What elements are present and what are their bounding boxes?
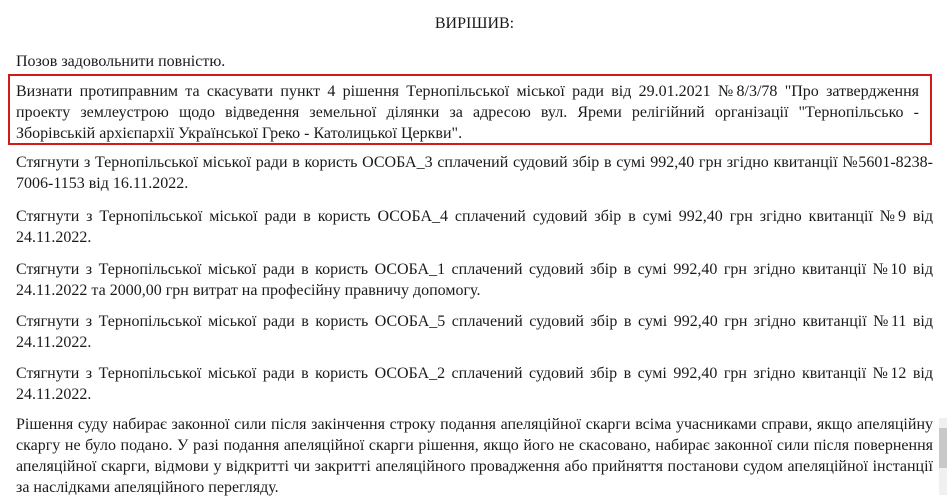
paragraph-court-fee-osoba-1: Стягнути з Тернопільської міської ради в користь ОСОБА_1 сплачений судовий збір в сумі 992,40 грн згідно квитанції №10 від 24.11.2022 та 2000,00 грн витрат на професійну правничу допомогу. bbox=[16, 261, 933, 299]
scrollbar-thumb[interactable] bbox=[939, 428, 947, 468]
paragraph-annul-decision: Визнати протиправним та скасувати пункт 4 рішення Тернопільської міської ради від 29.01.2021 №8/3/78 "Про затвердження проекту землеустрою щодо відведення земельної ділянки за адресою вул. Яреми релігійний організації "Тернопільсько - Зборівській архієпархії Української Греко - Католицької Церкви". bbox=[16, 83, 919, 142]
paragraph-claim-granted: Позов задовольнити повністю. bbox=[16, 53, 226, 70]
paragraph-entry-into-force: Рішення суду набирає законної сили після закінчення строку подання апеляційної скарги всіма учасниками справи, якщо апеляційну скаргу не було подано. У разі подання апеляційної скарги рішення, якщо його не скасовано, набирає законної сили після повернення апеляційної скарги, відмови у відкритті чи закритті апеляційного провадження або прийняття постанови судом апеляційної інстанції за наслідками апеляційного перегляду. bbox=[16, 416, 933, 496]
court-decision-document bbox=[16, 0, 933, 496]
decision-heading: ВИРІШИВ: bbox=[434, 15, 515, 32]
paragraph-court-fee-osoba-2: Стягнути з Тернопільської міської ради в користь ОСОБА_2 сплачений судовий збір в сумі 992,40 грн згідно квитанції №12 від 24.11.2022. bbox=[16, 365, 933, 403]
paragraph-court-fee-osoba-5: Стягнути з Тернопільської міської ради в користь ОСОБА_5 сплачений судовий збір в сумі 992,40 грн згідно квитанції №11 від 24.11.2022. bbox=[16, 313, 933, 351]
paragraph-court-fee-osoba-3: Стягнути з Тернопільської міської ради в користь ОСОБА_3 сплачений судовий збір в сумі 992,40 грн згідно квитанції №5601-8238-7006-1153 від 16.11.2022. bbox=[16, 154, 933, 192]
paragraph-court-fee-osoba-4: Стягнути з Тернопільської міської ради в користь ОСОБА_4 сплачений судовий збір в сумі 992,40 грн згідно квитанції №9 від 24.11.2022. bbox=[16, 208, 933, 246]
